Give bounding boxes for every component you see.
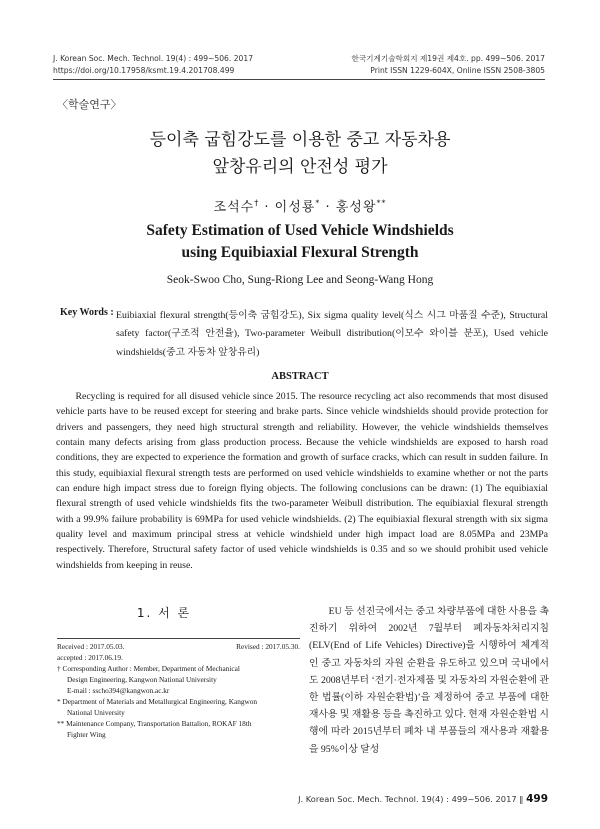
footer-citation: J. Korean Soc. Mech. Technol. 19(4) : 499~506. 2017 [298, 794, 517, 804]
journal-citation-korean: 한국기계기술학회지 제19권 제4호. pp. 499~506. 2017 [351, 54, 545, 63]
author-2-mark: * [315, 198, 321, 208]
author-separator: · [320, 200, 336, 215]
header-divider [53, 79, 545, 80]
article-category: 〈학술연구〉 [57, 98, 122, 111]
keywords-label: Key Words : [60, 307, 114, 318]
author-2: 이성룡 [274, 200, 316, 215]
author-3: 홍성왕 [335, 200, 377, 215]
abstract-title: ABSTRACT [271, 371, 329, 382]
footnotes [57, 641, 300, 740]
affiliation-note-2-cont: Fighter Wing [67, 730, 106, 739]
author-separator: · [259, 200, 275, 215]
corresponding-affiliation: Design Engineering, Kangwon National University [67, 675, 217, 684]
english-title-line-1: Safety Estimation of Used Vehicle Windshields [146, 222, 454, 239]
corresponding-author: † Corresponding Author : Member, Department of Mechanical [57, 664, 240, 673]
korean-title-line-1: 등이축 굽힘강도를 이용한 중고 자동차용 [149, 130, 451, 150]
revised-date: Revised : 2017.05.30. [236, 642, 300, 651]
english-title-line-2: using Equibiaxial Flexural Strength [181, 244, 419, 261]
affiliation-note-1: * Department of Materials and Metallurgical Engineering, Kangwon [57, 697, 258, 706]
footnote-divider [57, 638, 300, 639]
keywords-text: Euibiaxial flexural strength(등이축 굽힘강도), Six sigma quality level(식스 시그 마품질 수준), Structural safety factor(구조적 안전율), Two-parameter Weibull distribution(이모수 와이블 분포), Used vehicle windshields(중고 자동차 앞창유리) [116, 310, 548, 358]
footer-separator: ‖ [516, 794, 527, 804]
received-date: Received : 2017.05.03. [57, 642, 125, 651]
author-3-mark: ** [376, 198, 387, 208]
corresponding-email[interactable]: E-mail : sscho394@kangwon.ac.kr [67, 686, 170, 695]
accepted-date: accepted : 2017.06.19. [57, 653, 123, 662]
author-1-mark: † [254, 198, 260, 208]
running-header-left [53, 53, 253, 77]
issn: Print ISSN 1229-604X, Online ISSN 2508-3805 [370, 66, 545, 75]
page-number: 499 [526, 793, 548, 805]
korean-title-line-2: 앞창유리의 안전성 평가 [212, 157, 388, 177]
affiliation-note-1-cont: National University [67, 708, 125, 717]
journal-citation: J. Korean Soc. Mech. Technol. 19(4) : 499~506. 2017 [53, 54, 254, 63]
english-authors: Seok-Swoo Cho, Sung-Riong Lee and Seong-Wang Hong [166, 274, 434, 286]
running-header-right [352, 53, 545, 77]
section-heading: 1. 서 론 [136, 606, 192, 620]
author-1: 조석수 [213, 200, 255, 215]
abstract-body: Recycling is required for all disused vehicle since 2015. The resource recycling act also recommends that most disused vehicle parts have to be reused except for steering and brake parts. Since vehicle windshields should provide protection for drivers and passengers, they need high structural strength and reliability. However, the vehicle windshields themselves contain many defects arising from glass production process. Because the vehicle windshields are exposed to harsh road conditions, they are expected to experience the formation and growth of surface cracks, which can result in sudden failure. In this study, equibiaxial flexural strength tests are performed on used vehicle windshields to examine whether or not the parts can endure high impact stress due to foreign flying objects. The following conclusions can be drawn: (1) The equibiaxial flexural strength of used vehicle windshields fits the two-parameter Weibull distribution. The equibiaxial flexural strength with a 99.9% failure probability is 69MPa for used vehicle windshields. (2) The equibiaxial flexural strength with six sigma quality level and maximum principal stress at vehicle windshield under high impact load are 8.05MPa and 23MPa respectively. Therefore, Structural safety factor of used vehicle windshields is 0.35 and so we should prohibit used vehicle windshields from keeping in reuse. [56, 391, 548, 571]
affiliation-note-2: ** Maintenance Company, Transportation Battalion, ROKAF 18th [57, 719, 252, 728]
page-footer [298, 793, 548, 805]
korean-authors [0, 196, 600, 215]
doi-link[interactable]: https://doi.org/10.17958/ksmt.19.4.201708.499 [53, 66, 235, 75]
introduction-paragraph: EU 등 선진국에서는 중고 차량부품에 대한 사용을 촉진하기 위하여 2002년 7월부터 폐자동차처리지침(ELV(End of Life Vehicles) Directive)을 시행하여 체계적인 중고 자동차의 자원 순환을 유도하고 있으며 국내에서도 2008년부터 ‘전기·전자제품 및 자동차의 자원순환에 관한 법률(이하 자원순환법)’을 제정하여 중고 부품에 대한 재사용 및 재활용 등을 촉진하고 있다. 현재 자원순환법 시행에 따라 2015년부터 폐차 내 부품들의 재사용과 재활용을 95%이상 달성 [309, 606, 549, 755]
